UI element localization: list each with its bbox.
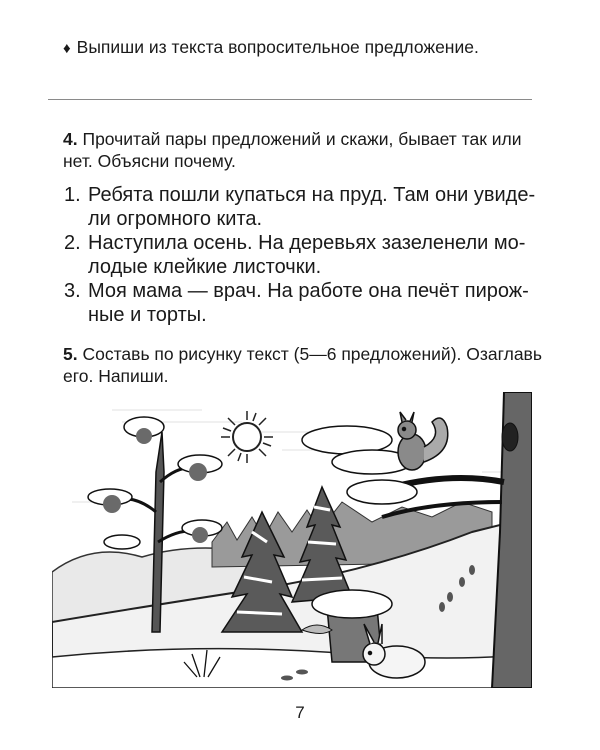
page-number: 7 — [295, 703, 305, 722]
list-item — [64, 279, 534, 327]
list-item-line-1: Ребята пошли купаться на пруд. Там они увиде- — [88, 184, 536, 206]
exercise-4-text-line-2: нет. Объясни почему. — [63, 151, 236, 171]
list-item-line-2: ли огромного кита. — [88, 208, 263, 230]
list-item-line-2: ные и торты. — [88, 304, 207, 326]
exercise-4-list — [64, 183, 534, 327]
list-item-line-1: Наступила осень. На деревьях зазеленели мо- — [88, 232, 526, 254]
list-item-number: 2. — [64, 232, 81, 254]
exercise-4-number: 4. — [63, 129, 78, 149]
exercise-5-text-line-1: Составь по рисунку текст (5—6 предложений). Озаглавь — [82, 344, 542, 364]
exercise-4-text-line-1: Прочитай пары предложений и скажи, бывает так или — [82, 129, 522, 149]
exercise-5-text-line-2: его. Напиши. — [63, 366, 169, 386]
task-text: Выпиши из текста вопросительное предложение. — [76, 37, 479, 57]
answer-line — [48, 99, 532, 100]
exercise-5-number: 5. — [63, 344, 78, 364]
diamond-bullet-icon: ♦ — [63, 40, 71, 57]
task-write-out-question — [63, 36, 543, 60]
list-item-number: 1. — [64, 184, 81, 206]
list-item-line-1: Моя мама — врач. На работе она печёт пирож- — [88, 280, 529, 302]
list-item-line-2: лодые клейкие листочки. — [88, 256, 322, 278]
exercise-5-instruction — [63, 343, 543, 387]
exercise-4-instruction — [63, 128, 535, 172]
list-item — [64, 231, 534, 279]
list-item-number: 3. — [64, 280, 81, 302]
list-item — [64, 183, 534, 231]
winter-forest-illustration — [52, 392, 532, 688]
sun-icon — [221, 411, 273, 463]
